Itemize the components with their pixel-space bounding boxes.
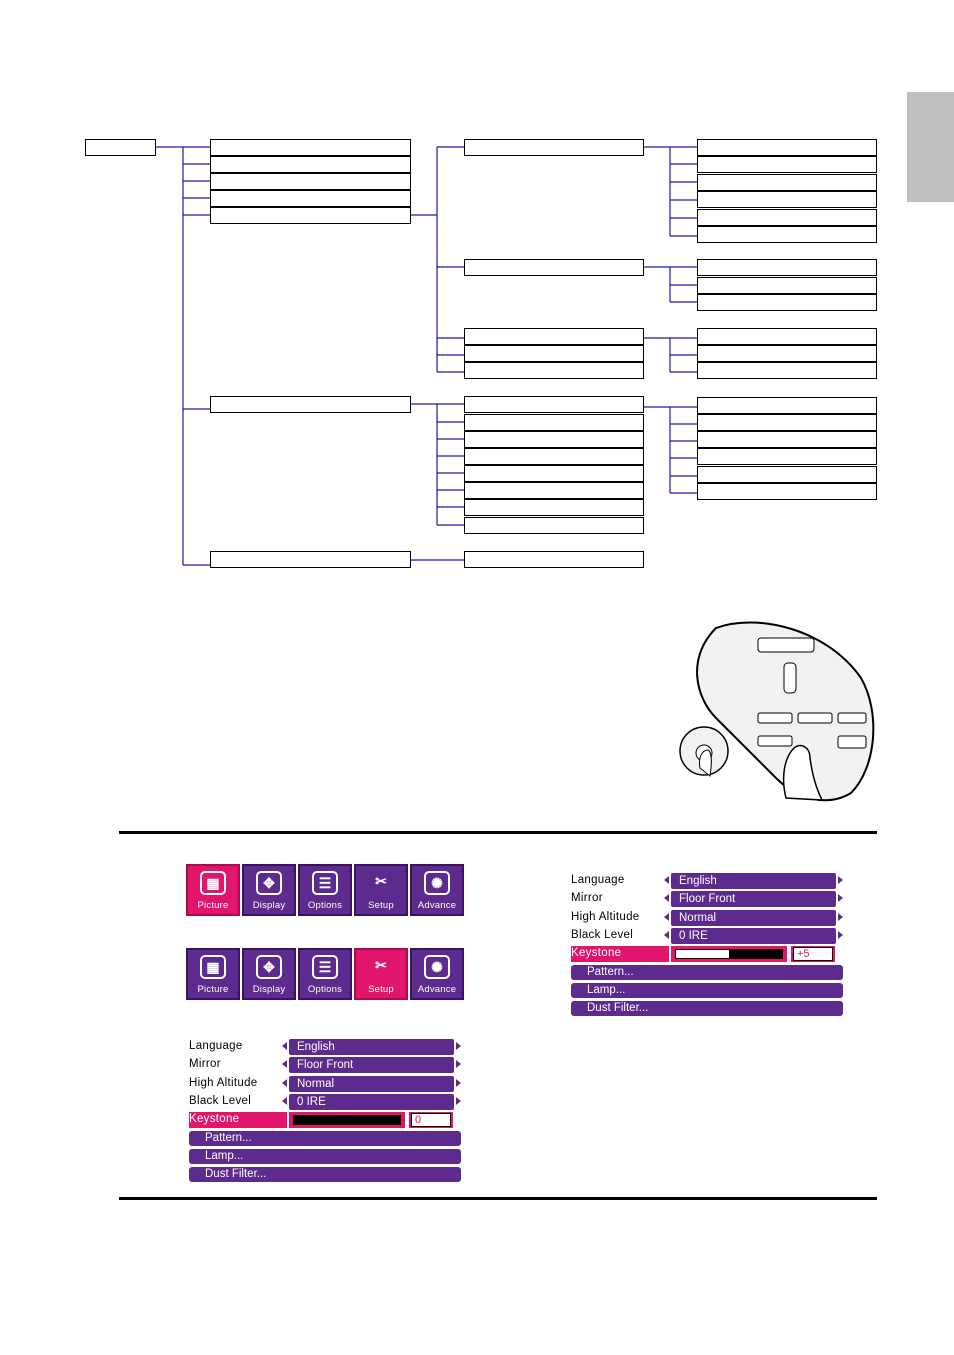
menu-tabs-setup-active [186, 948, 464, 1000]
keystone-fill [729, 950, 782, 958]
tab-label: Display [252, 900, 286, 911]
menu-row-label: Black Level [571, 928, 634, 941]
menu-row-value: English [671, 873, 836, 889]
keystone-slider[interactable] [289, 1112, 405, 1128]
picture-icon: ▦ [200, 871, 226, 895]
tree-l2-box [464, 482, 644, 499]
tree-l3-box [697, 362, 877, 379]
keystone-label: Keystone [571, 946, 669, 962]
menu-row-value: Normal [289, 1076, 454, 1092]
menu-row-high-altitude[interactable] [571, 909, 843, 927]
right-arrow-icon[interactable] [838, 876, 843, 884]
tab-label: Setup [368, 984, 394, 995]
tab-label: Setup [368, 900, 394, 911]
menu-row-keystone[interactable] [189, 1111, 461, 1129]
menu-row-value: Floor Front [289, 1057, 454, 1073]
menu-row-value: Normal [671, 910, 836, 926]
tree-l1-box [210, 139, 411, 156]
tree-l2-box [464, 396, 644, 413]
tab-advance[interactable] [410, 864, 464, 916]
tab-display[interactable] [242, 948, 296, 1000]
tree-l3-box [697, 448, 877, 465]
left-arrow-icon[interactable] [664, 913, 669, 921]
tree-l3-box [697, 397, 877, 414]
tree-l3-box [697, 345, 877, 362]
tab-setup[interactable] [354, 864, 408, 916]
menu-row-label: Black Level [189, 1094, 252, 1107]
tree-l2-box [464, 499, 644, 516]
section-bottom-rule [119, 1197, 877, 1200]
right-arrow-icon[interactable] [456, 1060, 461, 1068]
options-icon: ☰ [312, 871, 338, 895]
tab-setup[interactable] [354, 948, 408, 1000]
tree-l3-box [697, 466, 877, 483]
display-icon: ✥ [256, 871, 282, 895]
tab-label: Picture [197, 984, 229, 995]
right-arrow-icon[interactable] [456, 1079, 461, 1087]
tree-l3-box [697, 191, 877, 208]
tree-l1-box [210, 396, 411, 413]
advance-icon: ✺ [424, 955, 450, 979]
setup-menu-keystone-0 [189, 1038, 461, 1185]
tab-label: Advance [417, 900, 457, 911]
tree-l3-box [697, 414, 877, 431]
tree-l3-box [697, 209, 877, 226]
right-arrow-icon[interactable] [838, 931, 843, 939]
tree-l3-box [697, 277, 877, 294]
tab-label: Options [307, 984, 343, 995]
menu-tabs-picture-active [186, 864, 464, 916]
menu-row-value: 0 IRE [671, 928, 836, 944]
tree-l2-box [464, 259, 644, 276]
keystone-value-box [791, 946, 835, 962]
left-arrow-icon[interactable] [664, 894, 669, 902]
menu-row-language[interactable] [571, 872, 843, 890]
tree-l2-box [464, 345, 644, 362]
keystone-slider[interactable] [671, 946, 787, 962]
tab-label: Display [252, 984, 286, 995]
picture-icon: ▦ [200, 955, 226, 979]
projector-control-panel-illustration [676, 618, 878, 802]
keystone-label: Keystone [189, 1112, 287, 1128]
tab-picture[interactable] [186, 864, 240, 916]
tree-l3-box [697, 431, 877, 448]
tree-l2-box [464, 139, 644, 156]
dust-filter-submenu[interactable]: Dust Filter... [189, 1167, 461, 1182]
tree-l3-box [697, 226, 877, 243]
menu-row-black-level[interactable] [189, 1093, 461, 1111]
menu-row-mirror[interactable] [571, 890, 843, 908]
menu-row-label: High Altitude [189, 1076, 258, 1089]
keystone-fill [294, 1116, 400, 1124]
menu-row-label: High Altitude [571, 910, 640, 923]
left-arrow-icon[interactable] [664, 931, 669, 939]
tree-l2-box [464, 328, 644, 345]
tree-l1-box [210, 173, 411, 190]
tree-l2-box [464, 465, 644, 482]
tree-l3-box [697, 483, 877, 500]
menu-row-high-altitude[interactable] [189, 1075, 461, 1093]
left-arrow-icon[interactable] [282, 1060, 287, 1068]
tree-l3-box [697, 174, 877, 191]
left-arrow-icon[interactable] [282, 1042, 287, 1050]
keystone-value-box [409, 1112, 453, 1128]
tree-l3-box [697, 328, 877, 345]
options-icon: ☰ [312, 955, 338, 979]
setup-icon: ✂ [375, 957, 387, 973]
right-arrow-icon[interactable] [838, 894, 843, 902]
tab-label: Options [307, 900, 343, 911]
menu-row-label: Mirror [571, 892, 603, 905]
tab-label: Advance [417, 984, 457, 995]
setup-menu-keystone-5 [571, 872, 843, 1019]
menu-row-value: Floor Front [671, 891, 836, 907]
tree-l3-box [697, 259, 877, 276]
left-arrow-icon[interactable] [664, 876, 669, 884]
tree-l2-box [464, 448, 644, 465]
left-arrow-icon[interactable] [282, 1097, 287, 1105]
tree-l1-box [210, 156, 411, 173]
tree-l2-box [464, 517, 644, 534]
tab-picture[interactable] [186, 948, 240, 1000]
tab-options[interactable] [298, 948, 352, 1000]
lamp-submenu[interactable]: Lamp... [189, 1149, 461, 1164]
left-arrow-icon[interactable] [282, 1079, 287, 1087]
tree-l2-box [464, 414, 644, 431]
tree-l1-box [210, 207, 411, 224]
keystone-value: +5 [793, 947, 833, 961]
menu-row-label: Language [571, 874, 625, 886]
tree-l2-box [464, 551, 644, 568]
tree-l1-box [210, 190, 411, 207]
advance-icon: ✺ [424, 871, 450, 895]
tree-l3-box [697, 294, 877, 311]
tree-l2-box [464, 431, 644, 448]
right-arrow-icon[interactable] [456, 1042, 461, 1050]
menu-row-value: 0 IRE [289, 1094, 454, 1110]
right-arrow-icon[interactable] [456, 1097, 461, 1105]
tree-l1-box [210, 551, 411, 568]
right-arrow-icon[interactable] [838, 913, 843, 921]
pattern-submenu[interactable]: Pattern... [571, 965, 843, 980]
tree-l2-box [464, 362, 644, 379]
setup-icon: ✂ [375, 873, 387, 889]
tab-advance[interactable] [410, 948, 464, 1000]
display-icon: ✥ [256, 955, 282, 979]
tab-options[interactable] [298, 864, 352, 916]
menu-row-mirror[interactable] [189, 1056, 461, 1074]
tree-root-box [85, 139, 156, 156]
pattern-submenu[interactable]: Pattern... [189, 1131, 461, 1146]
menu-row-value: English [289, 1039, 454, 1055]
lamp-submenu[interactable]: Lamp... [571, 983, 843, 998]
tab-label: Picture [197, 900, 229, 911]
menu-row-language[interactable] [189, 1038, 461, 1056]
menu-row-label: Language [189, 1040, 243, 1052]
tree-l3-box [697, 139, 877, 156]
dust-filter-submenu[interactable]: Dust Filter... [571, 1001, 843, 1016]
keystone-value: 0 [411, 1113, 451, 1127]
menu-row-keystone[interactable] [571, 945, 843, 963]
tree-l3-box [697, 156, 877, 173]
menu-row-black-level[interactable] [571, 927, 843, 945]
section-top-rule [119, 831, 877, 834]
tab-display[interactable] [242, 864, 296, 916]
menu-row-label: Mirror [189, 1058, 221, 1071]
